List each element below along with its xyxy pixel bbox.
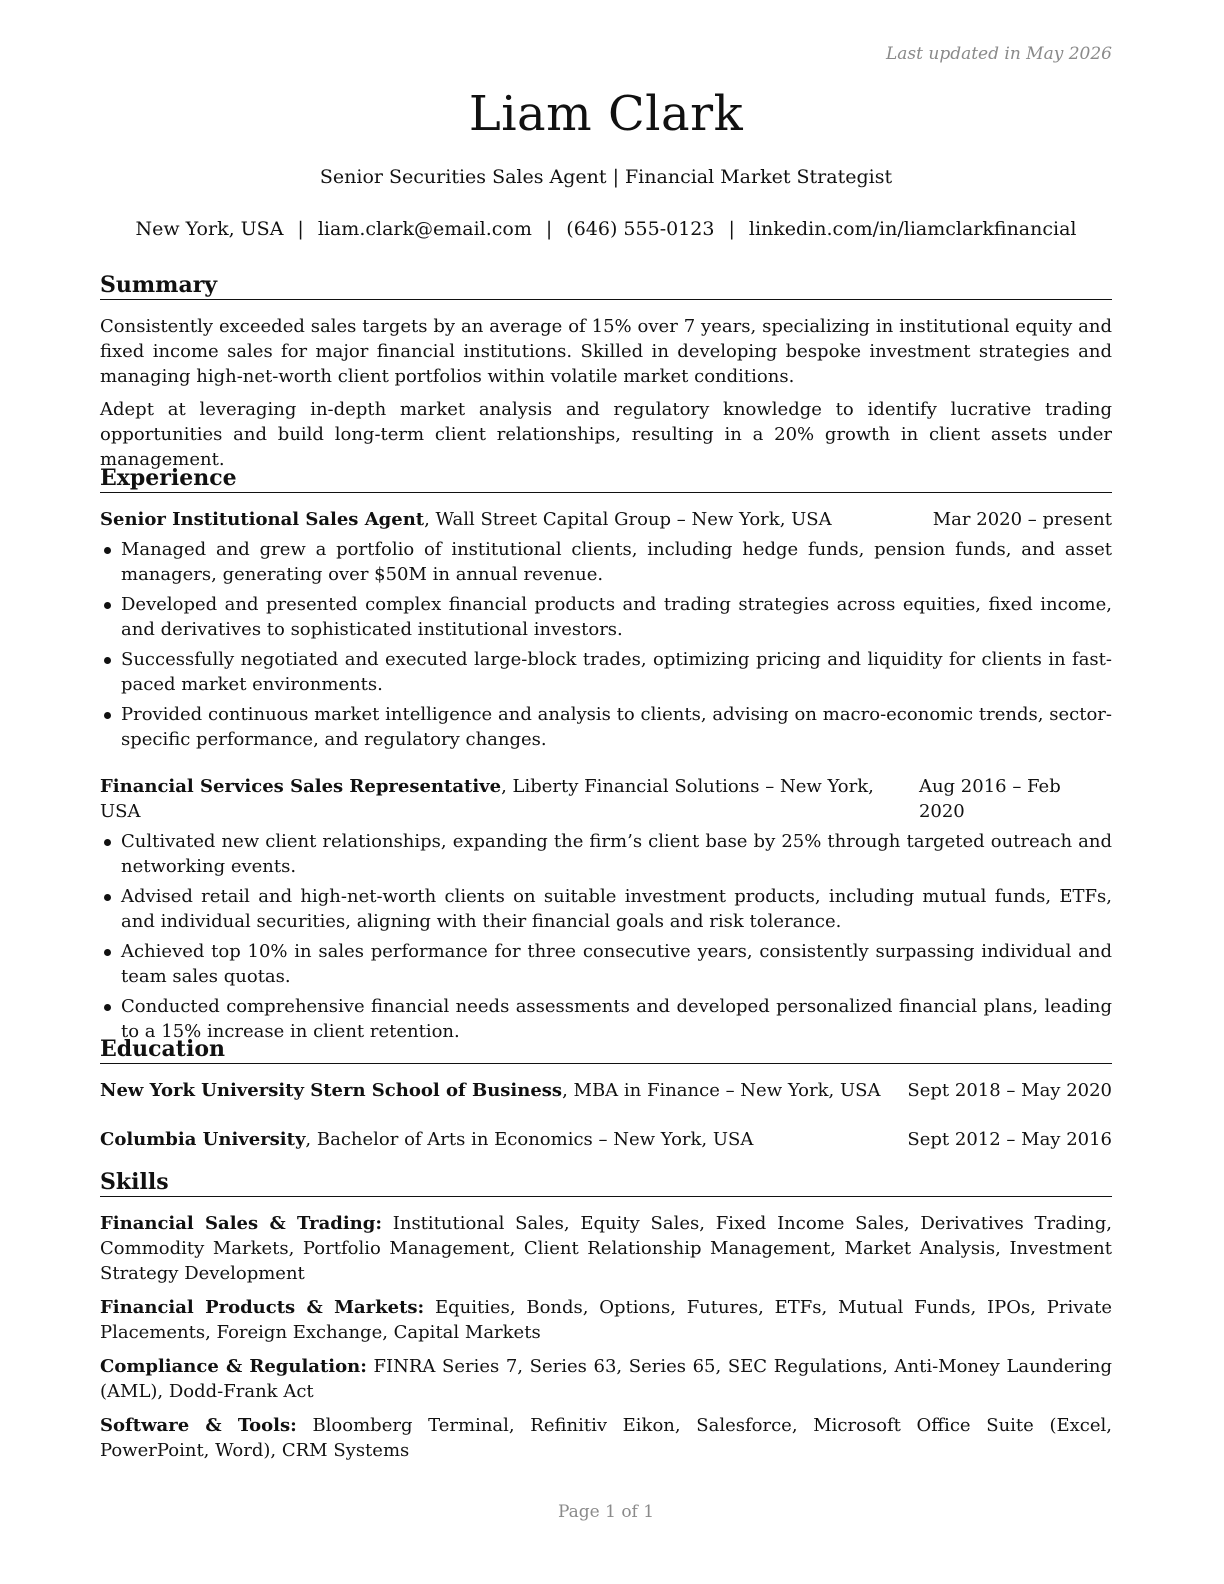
bullet-item: Conducted comprehensive financial needs assessments and developed personalized financial plans, leading to a 15% increase in client retention. (100, 994, 1112, 1044)
contact-line (100, 218, 1112, 240)
job-role: Senior Institutional Sales Agent (100, 509, 425, 530)
contact-phone: (646) 555-0123 (566, 218, 715, 240)
skill-group-label: Financial Products & Markets: (100, 1297, 425, 1318)
education-dates: Sept 2018 – May 2020 (907, 1080, 1112, 1101)
education-title-line (100, 1078, 880, 1103)
candidate-name: Liam Clark (468, 86, 744, 142)
job-title-line (100, 507, 832, 532)
bullet-item: Achieved top 10% in sales performance for three consecutive years, consistently surpassing individual and team sales quotas. (100, 939, 1112, 989)
skill-group (100, 1413, 1112, 1463)
skill-group-label: Software & Tools: (100, 1415, 297, 1436)
education-title-line (100, 1127, 753, 1152)
skill-group-label: Financial Sales & Trading: (100, 1213, 382, 1234)
contact-location: New York, USA (135, 218, 284, 240)
skill-group-items: Bloomberg Terminal, Refinitiv Eikon, Salesforce, Microsoft Office Suite (Excel, PowerPoint, Word), CRM Systems (100, 1415, 1112, 1461)
summary-paragraph: Adept at leveraging in-depth market analysis and regulatory knowledge to identify lucrative trading opportunities and build long-term client relationships, resulting in a 20% growth in client assets under management. (100, 399, 1112, 470)
job-dates: Mar 2020 – present (932, 509, 1112, 530)
skills-section (100, 1169, 1112, 1472)
contact-email[interactable]: liam.clark@email.com (317, 218, 532, 240)
job-entry (100, 507, 1112, 752)
skill-group (100, 1295, 1112, 1345)
job-header (100, 507, 1112, 532)
skill-group-label: Compliance & Regulation: (100, 1356, 367, 1377)
bullet-item: Developed and presented complex financial products and trading strategies across equities, fixed income, and derivatives to sophisticated institutional investors. (100, 592, 1112, 642)
headline: Senior Securities Sales Agent | Financial Market Strategist (319, 166, 893, 188)
job-bullets (100, 829, 1112, 1044)
bullet-item: Advised retail and high-net-worth clients on suitable investment products, including mutual funds, ETFs, and individual securities, aligning with their financial goals and risk tolerance. (100, 884, 1112, 934)
contact-linkedin[interactable]: linkedin.com/in/liamclarkfinancial (748, 218, 1077, 240)
job-dates: Aug 2016 – Feb 2020 (918, 776, 1061, 822)
education-section (100, 1036, 1112, 1152)
job-company: , Liberty Financial Solutions – New York, USA (100, 776, 874, 822)
last-updated-note: Last updated in May 2026 (885, 44, 1112, 64)
education-entry (100, 1127, 1112, 1152)
skill-group-items: Institutional Sales, Equity Sales, Fixed Income Sales, Derivatives Trading, Commodity Markets, Portfolio Management, Client Relationship Management, Market Analysis, Investment Strategy Development (100, 1213, 1112, 1284)
skill-group-items: Equities, Bonds, Options, Futures, ETFs, Mutual Funds, IPOs, Private Placements, Foreign Exchange, Capital Markets (100, 1297, 1112, 1343)
page-number: Page 1 of 1 (557, 1502, 655, 1522)
skill-group (100, 1211, 1112, 1286)
section-title-skills: Skills (100, 1169, 1112, 1197)
education-detail: , MBA in Finance – New York, USA (562, 1080, 881, 1101)
summary-paragraph: Consistently exceeded sales targets by an average of 15% over 7 years, specializing in institutional equity and fixed income sales for major financial institutions. Skilled in developing bespoke investment strategies and managing high-net-worth client portfolios within volatile market conditions. (100, 316, 1112, 387)
bullet-item: Managed and grew a portfolio of institutional clients, including hedge funds, pension funds, and asset managers, generating over $50M in annual revenue. (100, 537, 1112, 587)
contact-separator: | (728, 218, 735, 240)
skill-group-items: FINRA Series 7, Series 63, Series 65, SEC Regulations, Anti-Money Laundering (AML), Dodd-Frank Act (100, 1356, 1112, 1402)
job-role: Financial Services Sales Representative (100, 776, 502, 797)
bullet-item: Cultivated new client relationships, expanding the firm’s client base by 25% through targeted outreach and networking events. (100, 829, 1112, 879)
job-header (100, 774, 1112, 824)
summary-section (100, 272, 1112, 472)
education-school: New York University Stern School of Business (100, 1080, 563, 1101)
bullet-item: Provided continuous market intelligence and analysis to clients, advising on macro-economic trends, sector-specific performance, and regulatory changes. (100, 702, 1112, 752)
education-detail: , Bachelor of Arts in Economics – New York, USA (305, 1129, 754, 1150)
education-dates: Sept 2012 – May 2016 (907, 1129, 1112, 1150)
contact-separator: | (297, 218, 304, 240)
experience-section (100, 465, 1112, 1049)
section-title-education: Education (100, 1036, 1112, 1064)
education-school: Columbia University (100, 1129, 306, 1150)
job-entry (100, 774, 1112, 1044)
section-title-experience: Experience (100, 465, 1112, 493)
contact-separator: | (545, 218, 553, 240)
education-entry (100, 1078, 1112, 1103)
job-bullets (100, 537, 1112, 752)
skill-group (100, 1354, 1112, 1404)
bullet-item: Successfully negotiated and executed large-block trades, optimizing pricing and liquidity for clients in fast-paced market environments. (100, 647, 1112, 697)
job-company: , Wall Street Capital Group – New York, USA (424, 509, 832, 530)
section-title-summary: Summary (100, 272, 1112, 300)
job-title-line (100, 774, 919, 824)
